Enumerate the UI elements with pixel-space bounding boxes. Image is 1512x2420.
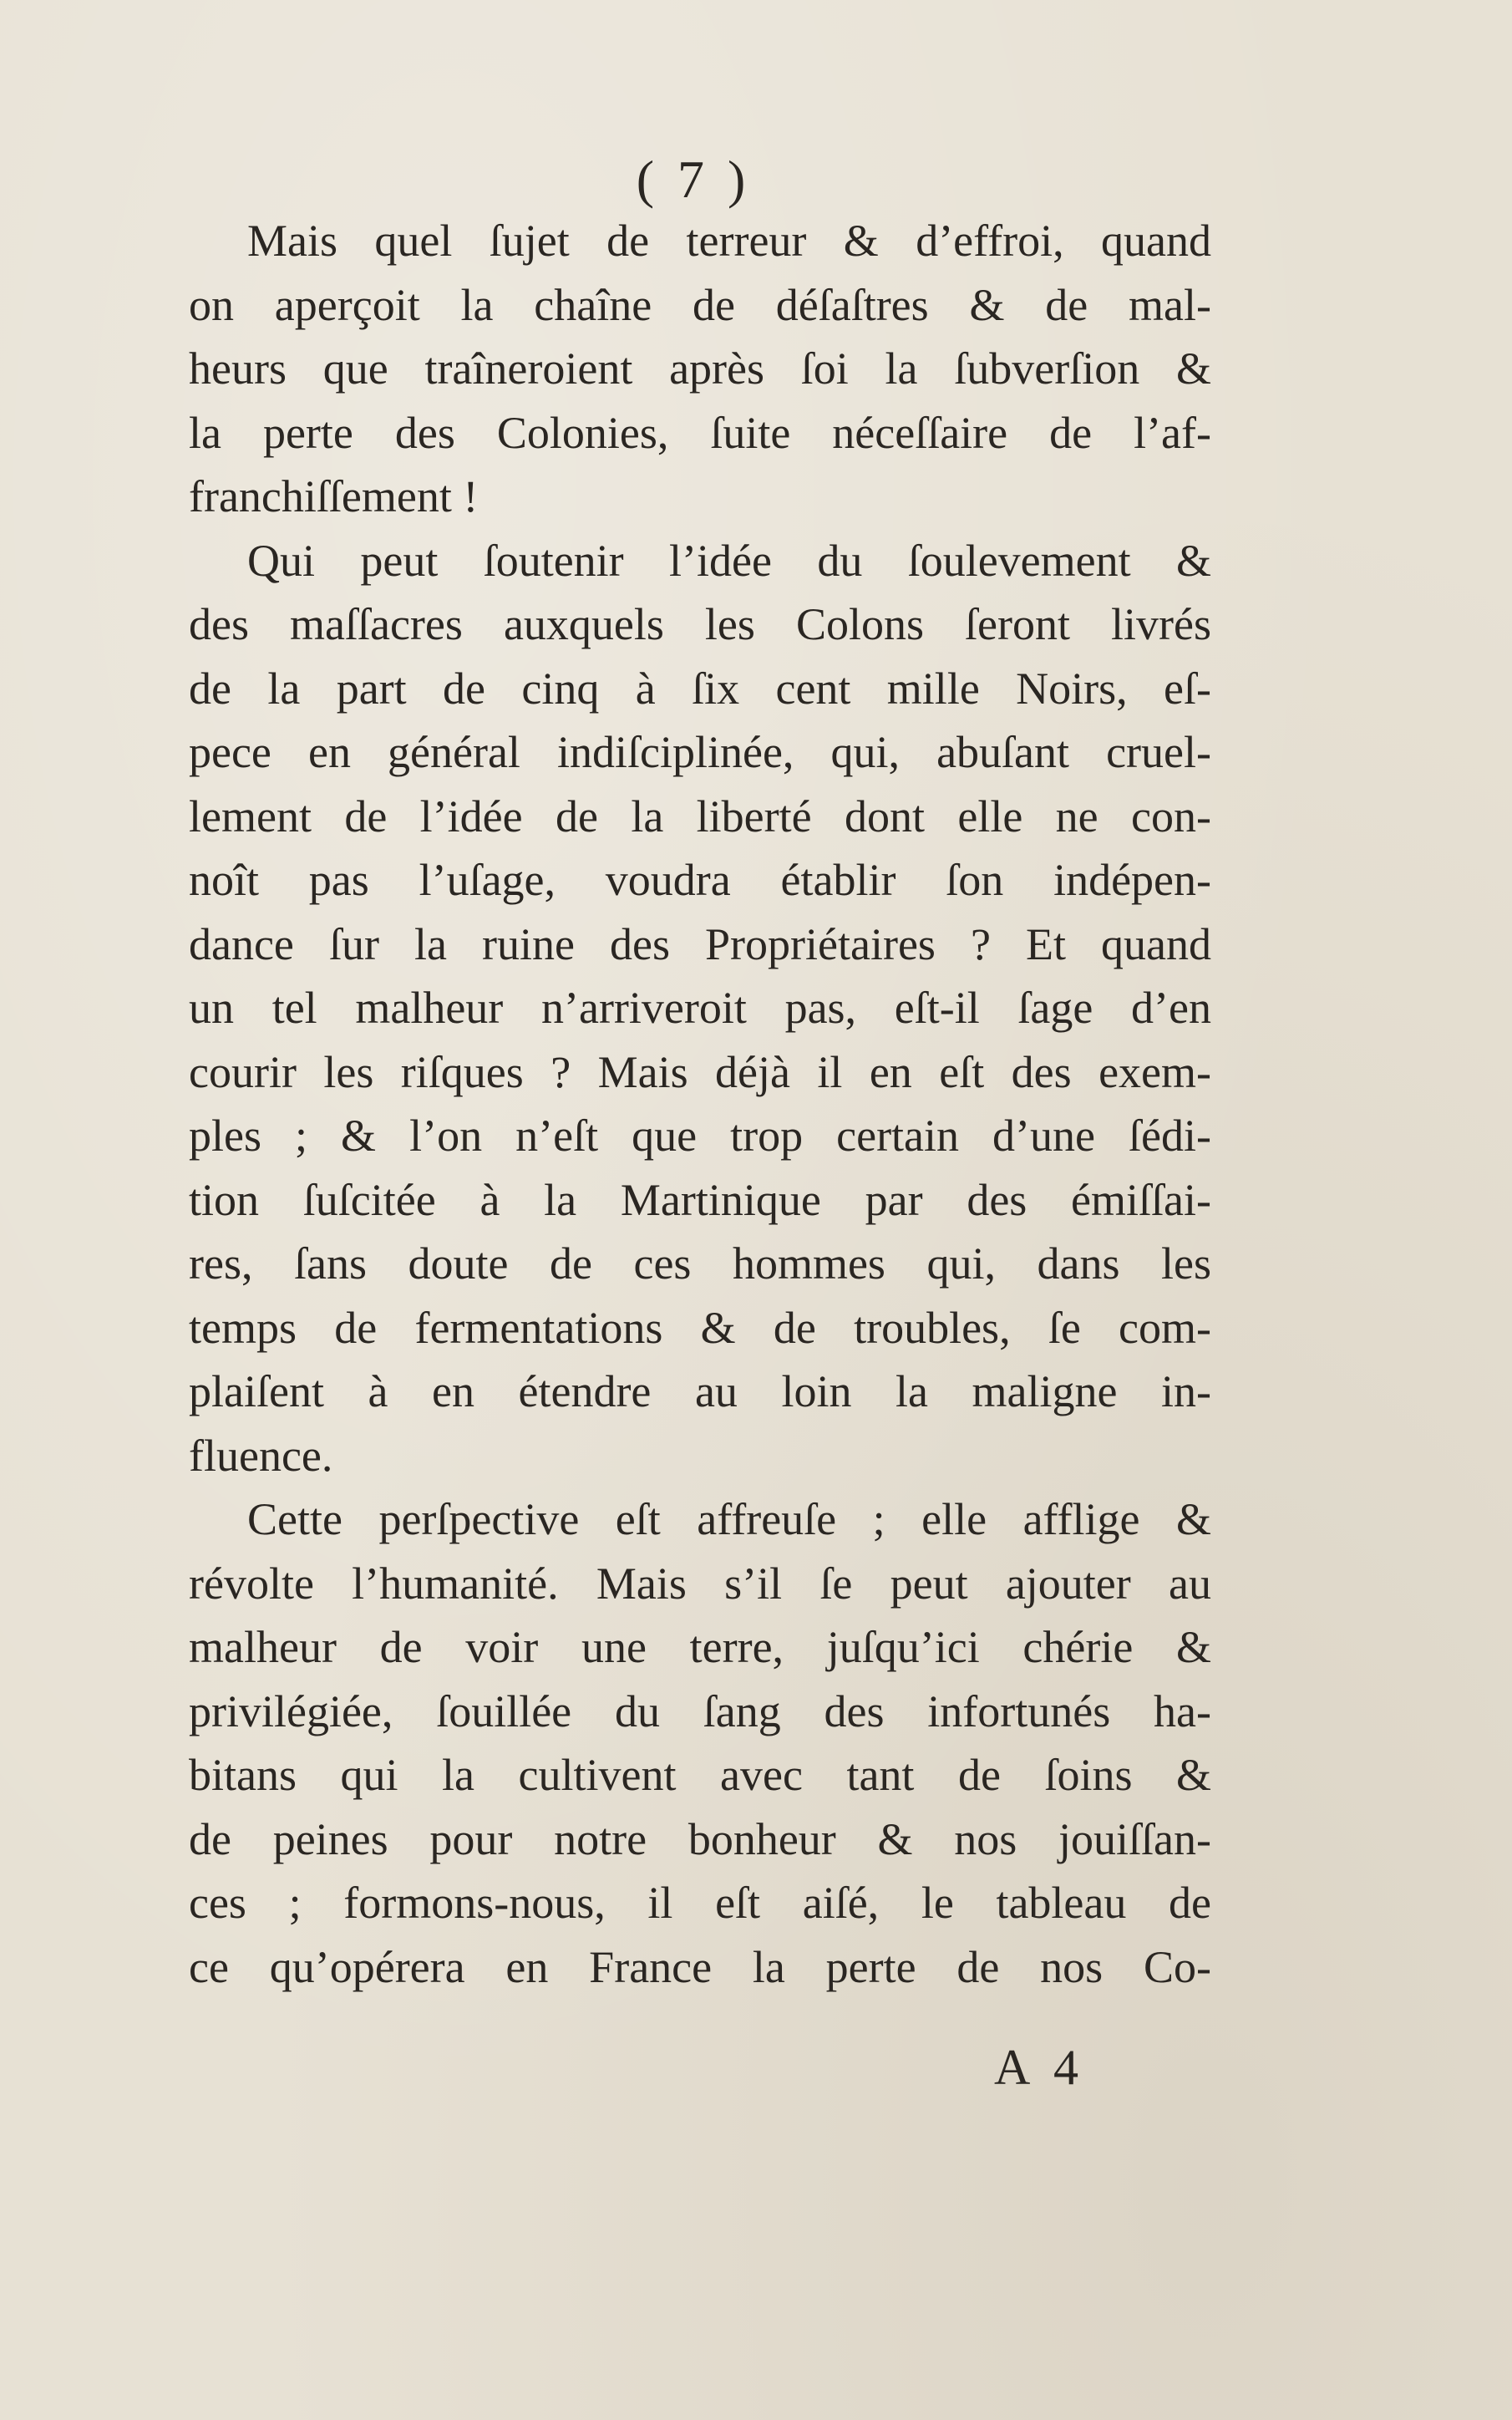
text-line: malheur de voir une terre, juſqu’ici chérie &: [189, 1622, 1211, 1672]
text-line: un tel malheur n’arriveroit pas, eſt-il ſage d’en: [189, 983, 1211, 1033]
text-line: pece en général indiſciplinée, qui, abuſant cruel-: [189, 727, 1211, 777]
body-text: [189, 209, 1211, 1999]
text-line: de peines pour notre bonheur & nos jouiſſan-: [189, 1813, 1211, 1864]
text-line: dance ſur la ruine des Propriétaires ? Et quand: [189, 918, 1211, 969]
page-number: ( 7 ): [636, 150, 751, 209]
text-line: temps de fermentations & de troubles, ſe com-: [189, 1302, 1211, 1353]
text-line: res, ſans doute de ces hommes qui, dans les: [189, 1238, 1211, 1289]
text-line: ples ; & l’on n’eſt que trop certain d’une ſédi-: [189, 1111, 1211, 1161]
text-line: ce qu’opérera en France la perte de nos Co-: [189, 1941, 1211, 1992]
text-line: ces ; formons-nous, il eſt aiſé, le tableau de: [189, 1878, 1211, 1928]
text-line: révolte l’humanité. Mais s’il ſe peut ajouter au: [189, 1558, 1211, 1609]
text-line: Mais quel ſujet de terreur & d’effroi, quand: [247, 216, 1211, 266]
text-line: plaiſent à en étendre au loin la maligne in-: [189, 1366, 1211, 1416]
text-line: des maſſacres auxquels les Colons ſeront livrés: [189, 599, 1211, 649]
signature-mark: A 4: [994, 2040, 1086, 2095]
text-line: lement de l’idée de la liberté dont elle ne con-: [189, 791, 1211, 841]
text-line: tion ſuſcitée à la Martinique par des émiſſai-: [189, 1174, 1211, 1225]
text-line: courir les riſques ? Mais déjà il en eſt des exem-: [189, 1046, 1211, 1097]
text-line: heurs que traîneroient après ſoi la ſubverſion &: [189, 343, 1211, 394]
text-line: Qui peut ſoutenir l’idée du ſoulevement &: [247, 535, 1211, 586]
text-line: noît pas l’uſage, voudra établir ſon indépen-: [189, 855, 1211, 905]
text-line: fluence.: [189, 1430, 333, 1481]
text-line: de la part de cinq à ſix cent mille Noirs, eſ-: [189, 663, 1211, 714]
text-line: on aperçoit la chaîne de déſaſtres & de mal-: [189, 279, 1211, 330]
text-line: privilégiée, ſouillée du ſang des infortunés ha-: [189, 1685, 1211, 1736]
text-line: Cette perſpective eſt affreuſe ; elle afflige &: [247, 1494, 1211, 1544]
text-line: la perte des Colonies, ſuite néceſſaire de l’af-: [189, 407, 1211, 458]
text-line: bitans qui la cultivent avec tant de ſoins &: [189, 1750, 1211, 1800]
text-line: franchiſſement !: [189, 471, 479, 521]
